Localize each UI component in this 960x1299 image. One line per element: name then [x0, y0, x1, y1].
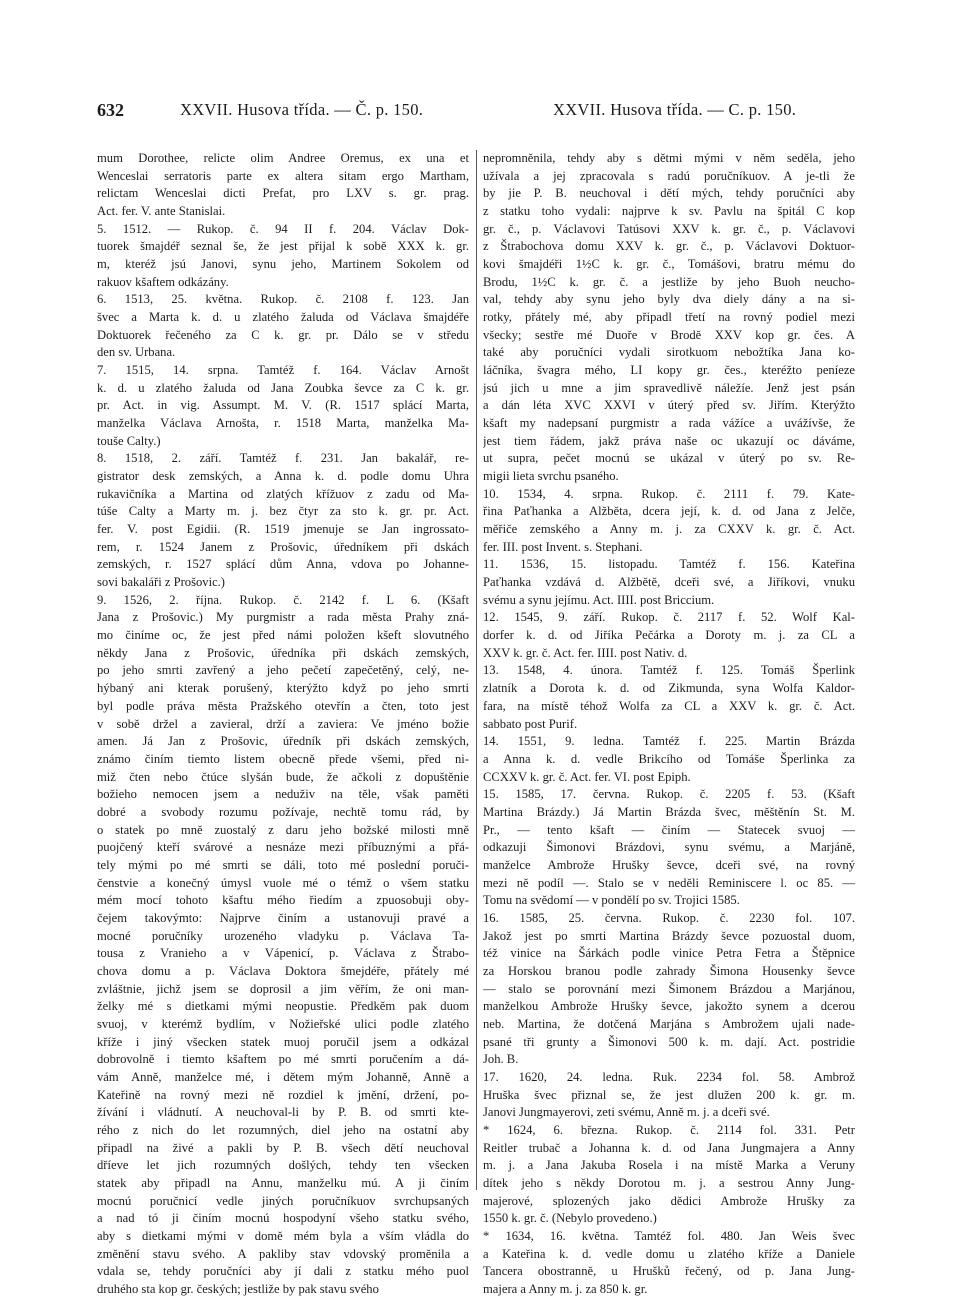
- text-line: užívala a jej zpracovala s radú poručníkuov. A je-tli že: [483, 168, 855, 183]
- text-line: aby s dietkami mými v domě mém byla a vším vládla do: [97, 1228, 469, 1243]
- text-line: gistrator desk zemských, a Anna k. d. podle domu Uhra: [97, 469, 469, 484]
- text-line: 5. 1512. — Rukop. č. 94 II f. 204. Václav Dok-: [97, 221, 469, 236]
- running-title-left: XXVII. Husova třída. — Č. p. 150.: [180, 100, 424, 119]
- text-line: Act. fer. V. ante Stanislai.: [97, 204, 226, 219]
- text-line: rakuov kšaftem odkázány.: [97, 274, 229, 289]
- text-line: ut supra, pečet mocnú se ukázal v úterý po sv. Re-: [483, 451, 855, 466]
- text-line: Jakož jest po smrti Martina Brázdy ševce pozuostal duom,: [483, 928, 855, 943]
- text-line: chova domu a p. Václava Doktora šmejdéře, přátely mé: [97, 963, 469, 978]
- text-line: mém mocí tohoto kšaftu mého řiedím a zpuosobuji oby-: [97, 893, 469, 908]
- text-line: řina Paťhanka a Alžběta, dcera její, k. d. od Jana z Jelče,: [483, 504, 855, 519]
- text-line: dobré a svobody rozumu požívaje, nechtě tomu rád, by: [97, 804, 469, 819]
- text-line: tuorek šmajdéř seznal še, že jest přijal k sobě XXX k. gr.: [97, 239, 469, 254]
- text-line: Brodu, 1½C k. gr. č. a jestliže by jeho Buoh neucho-: [483, 274, 855, 289]
- text-line: 17. 1620, 24. ledna. Ruk. 2234 fol. 58. Ambrož: [483, 1069, 855, 1084]
- text-line: m, kteréž jsú Janovi, synu jeho, Martinem Sokolem od: [97, 257, 469, 272]
- text-line: byl podle práva města Pražského otevřín a čten, toto jest: [97, 698, 469, 713]
- text-line: neb. Martina, že dotčená Marjána s Ambrožem ujali nade-: [483, 1016, 855, 1031]
- text-line: val, tehdy aby synu jeho byly dva diely dány a na si-: [483, 292, 855, 307]
- text-line: rem, r. 1524 Janem z Prošovic, úředníkem při dskách: [97, 539, 469, 554]
- text-line: božieho nemocen jsem a neduživ na těle, však paměti: [97, 787, 469, 802]
- text-line: Pr., — tento kšaft — činím — Statecek svuoj —: [483, 822, 855, 837]
- text-line: mocnú poručnicí vedle jiných poručníkuov svrchupsaných: [97, 1193, 469, 1208]
- text-line: 10. 1534, 4. srpna. Rukop. č. 2111 f. 79. Kate-: [483, 486, 855, 501]
- text-line: z Štrabochova domu XXV k. gr. č., p. Václavovi Doktuor-: [483, 239, 855, 254]
- text-line: jest tiem řádem, jakž práva naše oc ukazují oc dáváme,: [483, 433, 855, 448]
- text-line: a dán léta XVC XXVI v úterý před sv. Jiřím. Kterýžto: [483, 398, 855, 413]
- text-line: tely mými po mé smrti se dáli, toto mé poslední poruči-: [97, 857, 469, 872]
- text-line: 8. 1518, 2. září. Tamtéž f. 231. Jan bakalář, re-: [97, 451, 469, 466]
- text-line: také aby poručníci vydali sirotkuom nebožtíka Jana ko-: [483, 345, 855, 360]
- text-line: manželce Ambrože Hrušky ševce, dceři své, na rovný: [483, 857, 855, 872]
- text-line: z statku toho vydali: najprve k sv. Pavlu na špitál C kop: [483, 204, 855, 219]
- text-line: Janovi Jungmayerovi, zeti svému, Anně m. j. a dceři své.: [483, 1105, 770, 1120]
- text-line: — stalo se porovnání mezi Šimonem Brázdou a Marjánou,: [483, 981, 855, 996]
- text-line: tousa z Vranieho a v Vápenicí, p. Václava z Štrabo-: [97, 946, 469, 961]
- text-line: Joh. B.: [483, 1052, 519, 1067]
- text-line: pr. Act. in vig. Assumpt. M. V. (R. 1517 splácí Marta,: [97, 398, 469, 413]
- text-line: Tomu na svědomí — v pondělí po sv. Trojici 1585.: [483, 893, 740, 908]
- text-line: 13. 1548, 4. února. Tamtéž f. 125. Tomáš Šperlink: [483, 663, 855, 678]
- text-line: změnění stavu svého. A pakliby stav vdovský proměnila a: [97, 1246, 469, 1261]
- text-line: někdy Jana z Prošovic, úředníka při dskách zemských,: [97, 645, 469, 660]
- text-line: puojčený kteří svárové a nesnáze mezi příbuznými a přá-: [97, 840, 469, 855]
- text-line: mocné poručníky urozeného vladyku p. Václava Ta-: [97, 928, 469, 943]
- text-line: 14. 1551, 9. ledna. Tamtéž f. 225. Martin Brázda: [483, 734, 855, 749]
- text-line: hýbaný ani kterak porušený, kterýžto když po jeho smrti: [97, 681, 469, 696]
- text-line: dítek jeho s někdy Dorotou m. j. a sestrou Anny Jung-: [483, 1175, 855, 1190]
- text-line: majerové, splozených jako dědici Ambrože Hrušky za: [483, 1193, 855, 1208]
- text-line: kšaft my nadepsaní purgmistr a rada vážíce a uvážívše, že: [483, 416, 855, 431]
- text-line: vdala se, tehdy poručníci aby jí dali z statku mého puol: [97, 1264, 469, 1279]
- text-line: túše Calty a Marty m. j. bez čtyr za sto k. gr. pr. Act.: [97, 504, 469, 519]
- text-line: kříže i jiný všecken statek muoj poručil jsem a odkázal: [97, 1034, 469, 1049]
- text-line: nepromněnila, tehdy aby s dětmi mými v něm seděla, jeho: [483, 151, 855, 165]
- text-line: dříeve let jich rozumných došlých, tehdy ten všecken: [97, 1158, 469, 1173]
- text-line: XXV k. gr. č. Act. fer. IIII. post Nativ. d.: [483, 645, 688, 660]
- text-line: 6. 1513, 25. května. Rukop. č. 2108 f. 123. Jan: [97, 292, 469, 307]
- text-line: rého z nich do let rozumných, diel jeho na ostatní aby: [97, 1122, 469, 1137]
- text-line: 15. 1585, 17. června. Rukop. č. 2205 f. 53. (Kšaft: [483, 787, 855, 802]
- text-line: želky mé s dietkami mými neopustie. Předkěm pak duom: [97, 999, 469, 1014]
- text-line: Paťhanka vzdává d. Alžbětě, dceři své, a Jiříkovi, vnuku: [483, 575, 855, 590]
- text-line: CCXXV k. gr. č. Act. fer. VI. post Epiph.: [483, 769, 691, 784]
- text-line: * 1634, 16. května. Tamtéž fol. 480. Jan Weis švec: [483, 1228, 855, 1243]
- running-title-right: XXVII. Husova třída. — C. p. 150.: [553, 100, 797, 119]
- text-line: a Anna k. d. vedle Brikcího od Tomáše Šperlinka za: [483, 751, 855, 766]
- text-line: známo činím tiemto listem obecně přede všemi, před ni-: [97, 751, 469, 766]
- text-line: za Horskou branou podle zahrady Šimona Housenky ševce: [483, 963, 855, 978]
- text-line: svuoj, v kterémž bydlím, v Nožieřské ulici podle zlatého: [97, 1016, 469, 1031]
- text-line: by jie P. B. neuchoval i dětí mých, tehdy poručníci aby: [483, 186, 855, 201]
- text-line: dorfer k. d. od Jiříka Pečárka a Doroty m. j. za CL a: [483, 628, 855, 643]
- text-line: rotky, přátely mé, aby připadl třetí na rovný podiel mezi: [483, 310, 855, 325]
- text-line: mo činíme oc, že jest před námi položen kšeft slovutného: [97, 628, 469, 643]
- text-line: Doktuorek řečeného za C k. gr. pr. Dálo se v středu: [97, 327, 469, 342]
- text-line: švec a Marta k. d. u zlatého žaluda od Václava šmajdéře: [97, 310, 469, 325]
- text-line: manželkou Ambrože Hrušky ševce, jakožto synem a dcerou: [483, 999, 855, 1014]
- page-header: [0, 100, 960, 124]
- page-number: 632: [97, 100, 124, 120]
- text-line: majera a Anny m. j. za 850 k. gr.: [483, 1282, 648, 1296]
- text-line: relictam Wenceslai dicti Prefat, pro LXV s. gr. prag.: [97, 186, 469, 201]
- text-line: Jana z Prošovic.) My purgmistr a rada města Prahy zná-: [97, 610, 469, 625]
- text-line: fer. V. post Egidii. (R. 1519 jmenuje se Jan ingrossato-: [97, 522, 469, 537]
- text-line: 7. 1515, 14. srpna. Tamtéž f. 164. Václav Arnošt: [97, 363, 469, 378]
- text-line: Hruška švec přiznal se, že jest dlužen 200 k. gr. m.: [483, 1087, 855, 1102]
- text-line: mezi ně podíl —. Stalo se v neděli Reminiscere l. oc 85. —: [483, 875, 855, 890]
- text-line: zlatník a Dorota k. d. od Zikmunda, syna Wolfa Kaldor-: [483, 681, 855, 696]
- text-line: zvláštnie, jichž jsem se doprosil a jim věřím, že oni man-: [97, 981, 469, 996]
- text-line: manželka Václava Arnošta, r. 1518 Marta, manželka Ma-: [97, 416, 469, 431]
- text-line: kovi šmajdéři 1½C k. gr. č., Tomášovi, bratru mému do: [483, 257, 855, 272]
- text-line: fara, na místě téhož Wolfa za CL a XXV k. gr. č. Act.: [483, 698, 855, 713]
- text-line: a Kateřina k. d. vedle domu u zlatého kříže a Daniele: [483, 1246, 855, 1261]
- text-line: Wenceslai serratoris parte ex altera sitam ergo Martham,: [97, 168, 469, 183]
- text-line: připadl na živé a pakli by P. B. všech dětí neuchoval: [97, 1140, 469, 1155]
- text-line: 11. 1536, 15. listopadu. Tamtéž f. 156. Kateřina: [483, 557, 855, 572]
- text-line: druhého sta kop gr. českých; jestliže by pak stavu svého: [97, 1282, 379, 1296]
- text-line: vám Anně, manželce mé, i dětem mým Johanně, Anně a: [97, 1069, 469, 1084]
- text-line: Kateřině na rovný mezi ně rozdiel k jmění, držení, po-: [97, 1087, 469, 1102]
- text-line: po jeho smrti zavřený a jeho pečetí zapečetěný, celý, ne-: [97, 663, 469, 678]
- text-line: migii lieta svrchu psaného.: [483, 469, 619, 484]
- text-line: 12. 1545, 9. září. Rukop. č. 2117 f. 52. Wolf Kal-: [483, 610, 855, 625]
- text-line: sabbato post Purif.: [483, 716, 578, 731]
- text-line: čejem takovýmto: Najprve činím a ustanovuji pravé a: [97, 910, 469, 925]
- text-line: 9. 1526, 2. října. Rukop. č. 2142 f. L 6. (Kšaft: [97, 592, 469, 607]
- text-line: Tancera obostranně, u Hrušků řečený, od p. Jana Jung-: [483, 1264, 855, 1279]
- text-line: * 1624, 6. března. Rukop. č. 2114 fol. 331. Petr: [483, 1122, 855, 1137]
- text-line: rukavičníka a Martina od zlatých křížuov z zadu od Ma-: [97, 486, 469, 501]
- text-line: touše Calty.): [97, 433, 161, 448]
- text-line: k. d. u zlatého žaluda od Jana Zoubka ševce za C k. gr.: [97, 380, 469, 395]
- text-line: jsú jich u mne a jim spravedlivě náležíe. Jenž jest psán: [483, 380, 855, 395]
- text-line: mum Dorothee, relicte olim Andree Oremus, ex una et: [97, 151, 469, 165]
- text-line: svému a synu jejímu. Act. IIII. post Briccium.: [483, 592, 715, 607]
- text-line: též vinice na Šárkách podle vinice Petra Fetra a Štěpnice: [483, 946, 855, 961]
- text-line: m. j. a Jana Jakuba Rosela i na místě Marka a Veruny: [483, 1158, 855, 1173]
- left-column: [97, 150, 469, 1299]
- text-line: láčníka, švagra mého, LI kopy gr. čes., kteréžto peníeze: [483, 363, 855, 378]
- right-column: [483, 150, 855, 1299]
- text-line: měřiče zemského a Anny m. j. za CXXV k. gr. č. Act.: [483, 522, 855, 537]
- text-line: čenstvie a konečný úmysl vuole mé o témž o všem statku: [97, 875, 469, 890]
- text-line: sovi bakaláři z Prošovic.): [97, 575, 226, 590]
- column-divider: [476, 150, 477, 1190]
- text-line: v sobě držel a zavieral, drží a zaviera: Ve jméno božie: [97, 716, 469, 731]
- text-line: gr. č., p. Václavovi Tatúsovi XXV k. gr. č., p. Václavovi: [483, 221, 855, 236]
- text-line: amen. Já Jan z Prošovic, úředník při dskách zemských,: [97, 734, 469, 749]
- text-line: všecky; sestře mé Duoře v Brodě XXV kop gr. čes. A: [483, 327, 855, 342]
- text-line: den sv. Urbana.: [97, 345, 176, 360]
- text-line: o statek po mně zuostalý z daru jeho božské milosti mně: [97, 822, 469, 837]
- text-line: a nad tó ji činím mocnú hospodyní všeho statku svého,: [97, 1211, 469, 1226]
- text-line: 16. 1585, 25. června. Rukop. č. 2230 fol. 107.: [483, 910, 855, 925]
- text-line: Martina Brázdy.) Já Martin Brázda švec, měštěnín St. M.: [483, 804, 855, 819]
- text-line: zemských, r. 1527 splácí dům Anna, vdova po Johanne-: [97, 557, 469, 572]
- text-line: psané tři grunty a Šimonovi 500 k. m. dají. Act. postridie: [483, 1034, 855, 1049]
- text-line: fer. III. post Invent. s. Stephani.: [483, 539, 643, 554]
- text-line: odkazuji Šimonovi Brázdovi, synu svému, a Marjáně,: [483, 840, 855, 855]
- text-line: 1550 k. gr. č. (Nebylo provedeno.): [483, 1211, 657, 1226]
- text-line: miž čten nebo čtúce slyšán bude, že ačkoli z dopuštěnie: [97, 769, 469, 784]
- text-line: žívání i vládnutí. A neuchoval-li by P. B. od smrti kte-: [97, 1105, 469, 1120]
- text-line: Reitler trubač a Johanna k. d. od Jana Jungmajera a Anny: [483, 1140, 855, 1155]
- text-line: dobrovolně i tiemto kšaftem po mé smrti poručením a dá-: [97, 1052, 469, 1067]
- text-line: statek aby připadl na Annu, manželku mú. A ji činím: [97, 1175, 469, 1190]
